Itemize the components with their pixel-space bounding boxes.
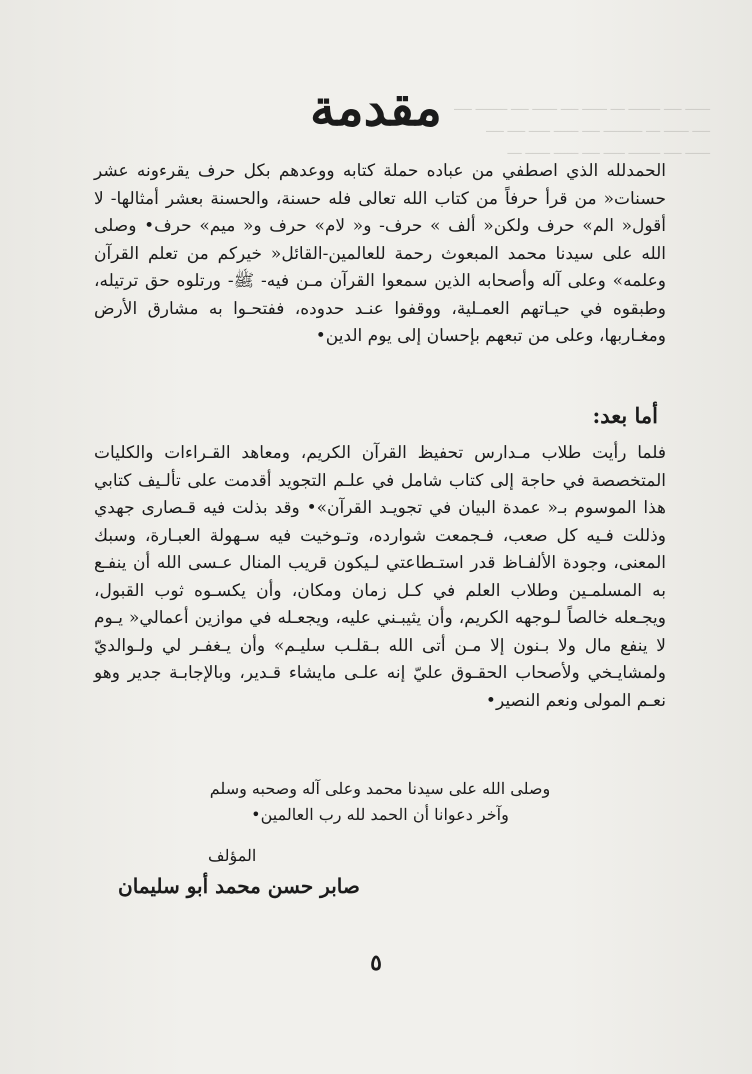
intro-paragraph: الحمدلله الذي اصطفي من عباده حملة كتابه ووعدهم بكل حرف يقرءونه عشر حسنات« من قرأ حرفاً من كتاب الله تعالى فله حسنة، والحسنة بعشر أمثالها- لا أقول« الم» حرف ولكن« ألف » حرف- و« لام» حرف و« ميم» حرف• وصلى الله على سيدنا محمد المبعوث رحمة للعالمين-القائل« خيركم من تعلم القرآن وعلمه» وعلى آله وأصحابه الذين سمعوا القرآن مـن فيه- ﷺ- ورتلوه حق ترتيله، وطبقوه في حيـاتهم العمـلية، ووقفوا عنـد حدوده، ففتحـوا به مشارق الأرض ومغـاربها، وعلى من تبعهم بإحسان إلى يوم الدين• (94, 161, 666, 346)
page-title: مقدمة (310, 78, 442, 137)
page-number: ٥ (370, 950, 382, 976)
author-name: صابر حسن محمد أبو سليمان (118, 874, 360, 898)
closing-line-2: وآخر دعوانا أن الحمد لله رب العالمين• (251, 805, 509, 824)
section-heading: أما بعد: (592, 403, 658, 428)
author-role: المؤلف (208, 846, 257, 865)
show-through-text: ـــــــ ـــــ ـــــــــ ــــ ـــــــ ـــــ ـــــــ ـــــ ـــــــــ ـــــ ـــــ ـــــــ ــــ ـــــــــــ ـــــ ـــــــ ــــــ ـــــ ـــــ ـــــــ ـــــ ـــــــــ ــــــ ـــــ ـــــــ ـــــــ ــــ (454, 99, 710, 157)
body-paragraph: فلما رأيت طلاب مـدارس تحفيظ القرآن الكريم، ومعاهد القـراءات والكليات المتخصصة في حاجة إلى كتاب شامل في علـم التجويد أقدمت على تألـيف كتابي هذا الموسوم بـ« عمدة البيان في تجويـد القرآن»• وقد بذلت فيه قـصارى جهدي وذللت فـيه كل صعب، فـجمعت شوارده، وتـوخيت فيه سـهولة العبـارة، وسبك المعنى، وجودة الألفـاظ قدر استـطاعتي لـيكون قريب المنال عـسى الله أن ينفـع به المسلمـين وطلاب العلم في كـل زمان ومكان، وأن يكسـوه ثوب القبول، ويجـعله خالصاً لـوجهه الكريم، وأن يثيبـني عليه، ويجعـله في موازين أعمالي« يـوم لا ينفع مال ولا بـنون إلا مـن أتى الله بـقلـب سليـم» وأن يـغفـر لي ولـوالديّ ولمشايـخي ولأصحاب الحقـوق عليّ إنه علـى مايشاء قـدير، وبالإجابـة جدير وهو نعـم المولى ونعم النصير• (94, 443, 666, 711)
closing-line-1: وصلى الله على سيدنا محمد وعلى آله وصحبه وسلم (209, 779, 551, 798)
